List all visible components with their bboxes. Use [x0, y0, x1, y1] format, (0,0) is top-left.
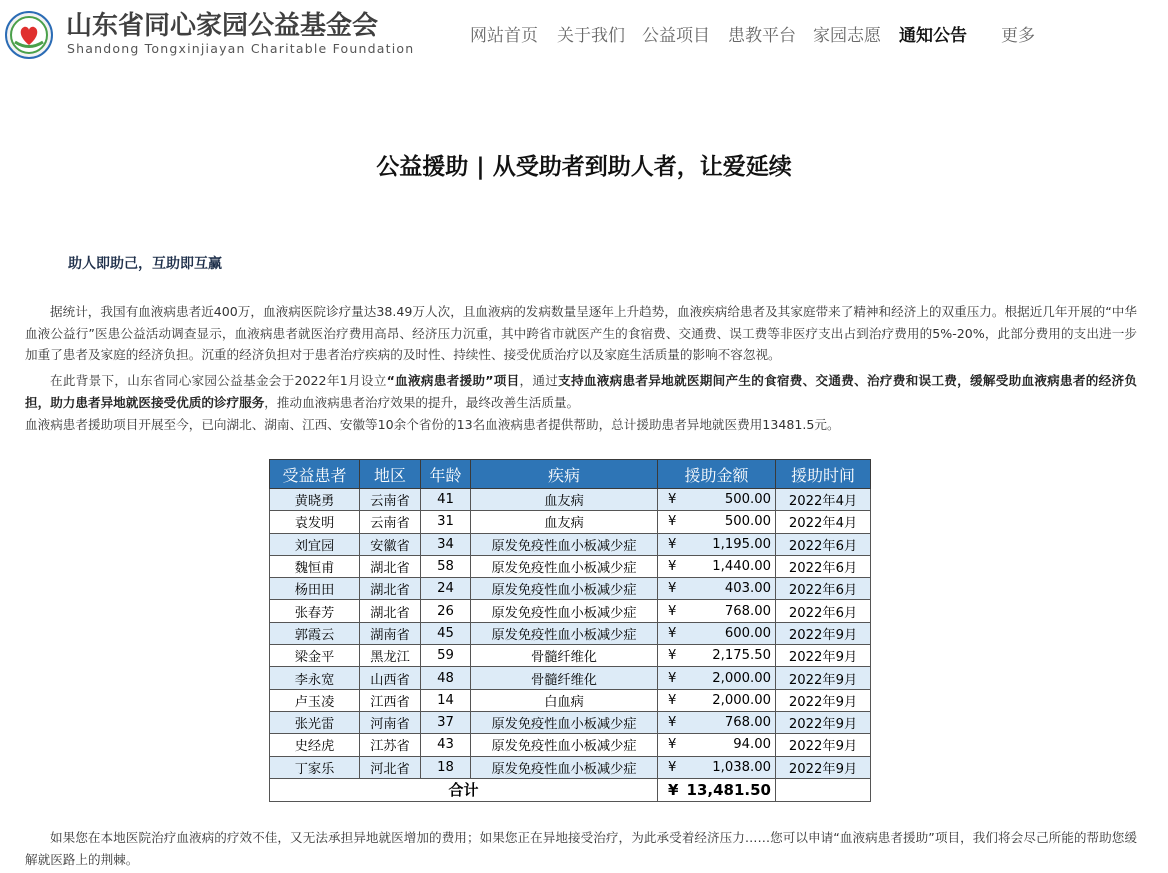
age-cell: 41: [421, 489, 471, 511]
nav-projects[interactable]: 公益项目: [642, 26, 710, 46]
date-cell: 2022年6月: [776, 533, 871, 555]
region-cell: 黑龙江: [360, 645, 421, 667]
amount-cell: ¥ 600.00: [658, 622, 776, 644]
article-subtitle: 助人即助己，互助即互赢: [68, 256, 222, 272]
disease-cell: 原发免疫性血小板减少症: [471, 622, 658, 644]
disease-cell: 血友病: [471, 511, 658, 533]
age-cell: 14: [421, 689, 471, 711]
region-cell: 湖北省: [360, 578, 421, 600]
age-cell: 24: [421, 578, 471, 600]
table-row: [270, 711, 871, 733]
region-cell: 湖北省: [360, 600, 421, 622]
region-cell: 江西省: [360, 689, 421, 711]
amount-cell: ¥ 768.00: [658, 711, 776, 733]
disease-cell: 原发免疫性血小板减少症: [471, 756, 658, 778]
table-row: [270, 489, 871, 511]
region-cell: 安徽省: [360, 533, 421, 555]
total-label: 合计: [270, 778, 658, 801]
age-cell: 18: [421, 756, 471, 778]
age-cell: 48: [421, 667, 471, 689]
patient-cell: 刘宜园: [270, 533, 360, 555]
nav-patient-education[interactable]: 患教平台: [728, 26, 796, 46]
header-date: 援助时间: [776, 460, 871, 489]
age-cell: 59: [421, 645, 471, 667]
age-cell: 58: [421, 555, 471, 577]
table-row: [270, 578, 871, 600]
age-cell: 37: [421, 711, 471, 733]
foundation-logo-icon[interactable]: [5, 11, 53, 59]
patient-cell: 梁金平: [270, 645, 360, 667]
disease-cell: 白血病: [471, 689, 658, 711]
aid-table: [269, 459, 871, 802]
patient-cell: 魏恒甫: [270, 555, 360, 577]
date-cell: 2022年6月: [776, 600, 871, 622]
table-row: [270, 756, 871, 778]
nav-notices[interactable]: 通知公告: [899, 26, 967, 46]
date-cell: 2022年9月: [776, 667, 871, 689]
disease-cell: 原发免疫性血小板减少症: [471, 555, 658, 577]
region-cell: 江苏省: [360, 734, 421, 756]
paragraph-background: 在此背景下，山东省同心家园公益基金会于2022年1月设立“血液病患者援助”项目，通过支持血液病患者异地就医期间产生的食宿费、交通费、治疗费和误工费，缓解受助血液病患者的经济负担，助力患者异地就医接受优质的诊疗服务，推动血液病患者治疗效果的提升，最终改善生活质量。: [25, 373, 1137, 410]
region-cell: 河北省: [360, 756, 421, 778]
patient-cell: 史经虎: [270, 734, 360, 756]
patient-cell: 李永宽: [270, 667, 360, 689]
disease-cell: 原发免疫性血小板减少症: [471, 711, 658, 733]
table-row: [270, 511, 871, 533]
nav-about[interactable]: 关于我们: [557, 26, 625, 46]
logo-title[interactable]: 山东省同心家园公益基金会: [66, 11, 379, 41]
amount-cell: ¥ 403.00: [658, 578, 776, 600]
amount-cell: ¥ 94.00: [658, 734, 776, 756]
patient-cell: 袁发明: [270, 511, 360, 533]
header-amount: 援助金额: [658, 460, 776, 489]
date-cell: 2022年9月: [776, 756, 871, 778]
patient-cell: 丁家乐: [270, 756, 360, 778]
amount-cell: ¥ 500.00: [658, 511, 776, 533]
amount-cell: ¥ 500.00: [658, 489, 776, 511]
patient-cell: 黄晓勇: [270, 489, 360, 511]
table-total-row: [270, 778, 871, 801]
article-title: 公益援助 | 从受助者到助人者，让爱延续: [376, 154, 792, 180]
date-cell: 2022年9月: [776, 645, 871, 667]
amount-cell: ¥ 1,195.00: [658, 533, 776, 555]
table-row: [270, 667, 871, 689]
amount-cell: ¥ 1,440.00: [658, 555, 776, 577]
region-cell: 湖北省: [360, 555, 421, 577]
date-cell: 2022年4月: [776, 489, 871, 511]
region-cell: 河南省: [360, 711, 421, 733]
total-empty-cell: [776, 778, 871, 801]
amount-cell: ¥ 2,000.00: [658, 689, 776, 711]
header-patient: 受益患者: [270, 460, 360, 489]
age-cell: 26: [421, 600, 471, 622]
table-body: [270, 489, 871, 779]
disease-cell: 原发免疫性血小板减少症: [471, 600, 658, 622]
date-cell: 2022年9月: [776, 711, 871, 733]
table-row: [270, 600, 871, 622]
header-age: 年龄: [421, 460, 471, 489]
age-cell: 43: [421, 734, 471, 756]
region-cell: 湖南省: [360, 622, 421, 644]
date-cell: 2022年9月: [776, 689, 871, 711]
region-cell: 山西省: [360, 667, 421, 689]
header-disease: 疾病: [471, 460, 658, 489]
date-cell: 2022年6月: [776, 578, 871, 600]
amount-cell: ¥ 2,000.00: [658, 667, 776, 689]
date-cell: 2022年9月: [776, 622, 871, 644]
disease-cell: 骨髓纤维化: [471, 645, 658, 667]
date-cell: 2022年4月: [776, 511, 871, 533]
paragraph-apply: 如果您在本地医院治疗血液病的疗效不佳，又无法承担异地就医增加的费用；如果您正在异地接受治疗，为此承受着经济压力……您可以申请“血液病患者援助”项目，我们将会尽己所能的帮助您缓解就医路上的荆棘。: [25, 830, 1137, 867]
amount-cell: ¥ 2,175.50: [658, 645, 776, 667]
table-row: [270, 689, 871, 711]
date-cell: 2022年6月: [776, 555, 871, 577]
site-header: [0, 0, 1168, 72]
patient-cell: 郭霞云: [270, 622, 360, 644]
table-row: [270, 622, 871, 644]
table-row: [270, 533, 871, 555]
nav-volunteer[interactable]: 家园志愿: [813, 26, 881, 46]
disease-cell: 原发免疫性血小板减少症: [471, 578, 658, 600]
amount-cell: ¥ 1,038.00: [658, 756, 776, 778]
paragraph-statistics: 据统计，我国有血液病患者近400万，血液病医院诊疗量达38.49万人次，且血液病的发病数量呈逐年上升趋势，血液疾病给患者及其家庭带来了精神和经济上的双重压力。根据近几年开展的“中华血液公益行”医患公益活动调查显示，血液病患者就医治疗费用高昂、经济压力沉重，其中跨省市就医产生的食宿费、交通费、误工费等非医疗支出占到治疗费用的5%-20%，此部分费用的支出进一步加重了患者及家庭的经济负担。沉重的经济负担对于患者治疗疾病的及时性、持续性、接受优质治疗以及家庭生活质量的影响不容忽视。: [25, 304, 1137, 362]
age-cell: 31: [421, 511, 471, 533]
disease-cell: 原发免疫性血小板减少症: [471, 533, 658, 555]
age-cell: 45: [421, 622, 471, 644]
table-row: [270, 555, 871, 577]
date-cell: 2022年9月: [776, 734, 871, 756]
patient-cell: 张光雷: [270, 711, 360, 733]
disease-cell: 原发免疫性血小板减少症: [471, 734, 658, 756]
nav-more[interactable]: 更多: [1001, 26, 1035, 46]
disease-cell: 血友病: [471, 489, 658, 511]
amount-cell: ¥ 768.00: [658, 600, 776, 622]
region-cell: 云南省: [360, 511, 421, 533]
total-amount: ¥ 13,481.50: [658, 778, 776, 801]
table-row: [270, 645, 871, 667]
paragraph-summary: 血液病患者援助项目开展至今，已向湖北、湖南、江西、安徽等10余个省份的13名血液病患者提供帮助，总计援助患者异地就医费用13481.5元。: [25, 417, 840, 432]
disease-cell: 骨髓纤维化: [471, 667, 658, 689]
table-header-row: [270, 460, 871, 489]
patient-cell: 杨田田: [270, 578, 360, 600]
table-row: [270, 734, 871, 756]
patient-cell: 张春芳: [270, 600, 360, 622]
header-region: 地区: [360, 460, 421, 489]
age-cell: 34: [421, 533, 471, 555]
patient-cell: 卢玉凌: [270, 689, 360, 711]
nav-home[interactable]: 网站首页: [470, 26, 538, 46]
region-cell: 云南省: [360, 489, 421, 511]
logo-subtitle: Shandong Tongxinjiayan Charitable Foundation: [67, 41, 415, 56]
